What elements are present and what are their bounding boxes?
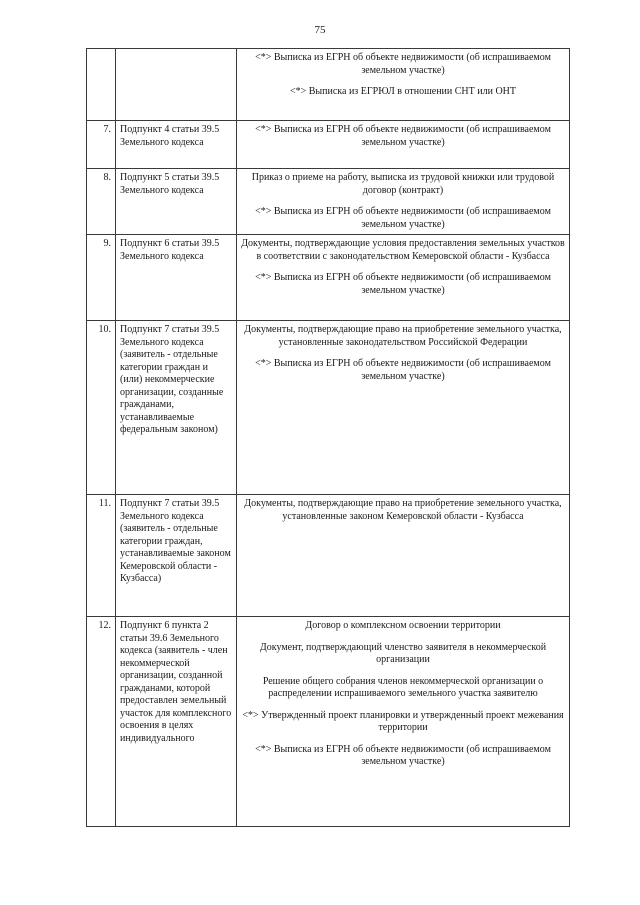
document-item: Приказ о приеме на работу, выписка из трудовой книжки или трудовой договор (контракт) (251, 172, 555, 196)
row-number: 12. (87, 617, 116, 827)
document-item: Документы, подтверждающие условия предоставления земельных участков в соответствии с законодательством Кемеровской области - Кузбасса (241, 238, 565, 262)
document-item: <*> Выписка из ЕГРН об объекте недвижимости (об испрашиваемом земельном участке) (255, 52, 551, 76)
table-row (87, 121, 570, 169)
legal-basis: Подпункт 6 статьи 39.5 Земельного кодекса (116, 235, 237, 321)
legal-basis: Подпункт 7 статьи 39.5 Земельного кодекса (заявитель - отдельные категории граждан и (или) некоммерческие организации, созданные гражданами, устанавливаемые федеральным законом) (116, 321, 237, 495)
table-row (87, 495, 570, 617)
document-item: Договор о комплексном освоении территории (305, 620, 501, 631)
document-item: Документы, подтверждающие право на приобретение земельного участка, установленные законом Кемеровской области - Кузбасса (244, 498, 562, 522)
table-row (87, 49, 570, 121)
required-documents (237, 49, 570, 121)
required-documents (237, 495, 570, 617)
required-documents (237, 121, 570, 169)
page-number: 75 (314, 24, 326, 36)
documents-table (86, 48, 570, 827)
document-item: <*> Утвержденный проект планировки и утвержденный проект межевания территории (242, 709, 564, 733)
required-documents (237, 617, 570, 827)
document-item: <*> Выписка из ЕГРН об объекте недвижимости (об испрашиваемом земельном участке) (255, 743, 551, 767)
row-number: 8. (87, 169, 116, 235)
table-row (87, 169, 570, 235)
document-item: <*> Выписка из ЕГРЮЛ в отношении СНТ или ОНТ (289, 86, 517, 97)
legal-basis: Подпункт 6 пункта 2 статьи 39.6 Земельного кодекса (заявитель - член некоммерческой организации, созданной гражданами, которой предоставлен земельный участок для комплексного освоения в целях индивидуального (116, 617, 237, 827)
required-documents (237, 235, 570, 321)
legal-basis: Подпункт 7 статьи 39.5 Земельного кодекса (заявитель - отдельные категории граждан, устанавливаемые законом Кемеровской области - Кузбасса) (116, 495, 237, 617)
document-item: Документ, подтверждающий членство заявителя в некоммерческой организации (259, 641, 547, 665)
table-row (87, 617, 570, 827)
row-number: 7. (87, 121, 116, 169)
required-documents (237, 169, 570, 235)
document-item: <*> Выписка из ЕГРН об объекте недвижимости (об испрашиваемом земельном участке) (255, 206, 551, 230)
document-item: <*> Выписка из ЕГРН об объекте недвижимости (об испрашиваемом земельном участке) (255, 124, 551, 148)
row-number (87, 49, 116, 121)
row-number: 11. (87, 495, 116, 617)
legal-basis: Подпункт 4 статьи 39.5 Земельного кодекса (116, 121, 237, 169)
table-row (87, 321, 570, 495)
row-number: 10. (87, 321, 116, 495)
legal-basis: Подпункт 5 статьи 39.5 Земельного кодекса (116, 169, 237, 235)
document-item: Документы, подтверждающие право на приобретение земельного участка, установленные законодательством Российской Федерации (244, 324, 562, 348)
table-row (87, 235, 570, 321)
required-documents (237, 321, 570, 495)
document-item: <*> Выписка из ЕГРН об объекте недвижимости (об испрашиваемом земельном участке) (255, 272, 551, 296)
legal-basis (116, 49, 237, 121)
row-number: 9. (87, 235, 116, 321)
document-item: <*> Выписка из ЕГРН об объекте недвижимости (об испрашиваемом земельном участке) (255, 358, 551, 382)
document-item: Решение общего собрания членов некоммерческой организации о распределении испрашиваемого земельного участка заявителю (262, 675, 544, 699)
